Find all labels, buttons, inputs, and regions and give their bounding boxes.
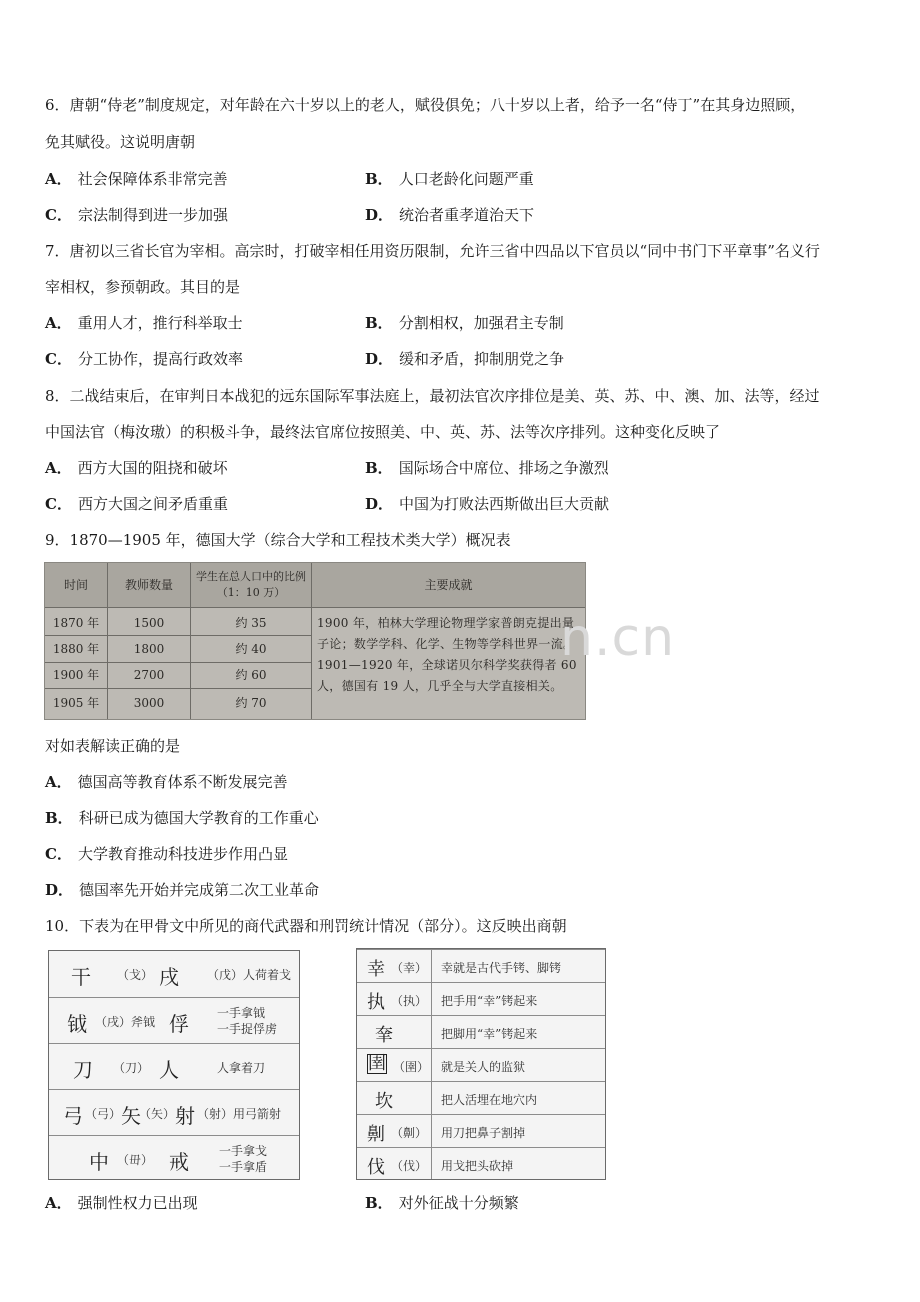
- oracle-glyph-shi: 矢: [121, 1104, 141, 1128]
- punishment-desc: 幸就是古代手铐、脚铐: [441, 961, 562, 975]
- weapon-desc: 人拿着刀: [217, 1061, 266, 1075]
- punishment-row: [357, 1081, 605, 1115]
- punishment-desc: 用戈把头砍掉: [441, 1159, 514, 1173]
- oracle-glyph-yue: 钺: [67, 1012, 87, 1036]
- punishment-row: [357, 982, 605, 1016]
- q8-option-d[interactable]: D． 中国为打败法西斯做出巨大贡献: [365, 495, 610, 513]
- punishment-desc: 把脚用“幸”铐起来: [441, 1027, 538, 1041]
- q9-cell-teachers-3: 2700: [133, 668, 165, 682]
- weapon-row: [49, 1043, 299, 1090]
- q9-prompt: 对如表解读正确的是: [45, 737, 181, 755]
- q9-cell-time-3: 1900 年: [52, 668, 100, 682]
- punishment-row: [357, 1147, 605, 1181]
- oracle-glyph-yu: 圉: [368, 1053, 386, 1074]
- q7-option-b[interactable]: B． 分割相权，加强君主专制: [365, 314, 564, 332]
- q9-table-photo: [44, 562, 586, 720]
- q9-cell-teachers-2: 1800: [133, 642, 165, 656]
- oracle-glyph-dao: 刀: [73, 1058, 93, 1082]
- q10-weapons-table: [48, 950, 300, 1180]
- punishment-desc: 把人活埋在地穴内: [441, 1093, 538, 1107]
- q6-stem-line2: 免其赋役。这说明唐朝: [45, 133, 196, 151]
- q6-option-d[interactable]: D． 统治者重孝道治天下: [365, 206, 535, 224]
- oracle-glyph-fu: 俘: [169, 1012, 189, 1036]
- q9-option-a[interactable]: A． 德国高等教育体系不断发展完善: [45, 773, 288, 791]
- weapon-name: （弓）: [85, 1107, 122, 1121]
- q9-option-d[interactable]: D． 德国率先开始并完成第二次工业革命: [45, 881, 320, 899]
- punishment-name: （执）: [391, 994, 428, 1008]
- punishment-row: [357, 1015, 605, 1049]
- oracle-glyph-she: 射: [175, 1104, 195, 1128]
- q7-stem-line1: 7．唐初以三省长官为宰相。高宗时，打破宰相任用资历限制，允许三省中四品以下官员以“同中书门下平章事”名义行: [45, 242, 820, 260]
- q8-stem-line1: 8．二战结束后，在审判日本战犯的远东国际军事法庭上，最初法官次序排位是美、英、苏、中、澳、加、法等，经过: [45, 387, 820, 405]
- q6-option-a[interactable]: A． 社会保障体系非常完善: [45, 170, 228, 188]
- weapon-name: （戈）: [117, 968, 154, 982]
- oracle-glyph-fa: 伐: [367, 1157, 385, 1178]
- oracle-glyph-guan: 中: [89, 1150, 109, 1174]
- oracle-glyph-kan: 坎: [375, 1091, 393, 1112]
- q6-option-b[interactable]: B． 人口老龄化问题严重: [365, 170, 534, 188]
- weapon-name: （毌）: [117, 1153, 154, 1167]
- weapon-name: （戌）斧钺: [95, 1015, 156, 1029]
- oracle-glyph-shu: 戌: [159, 965, 179, 989]
- q9-header-achievement: 主要成就: [312, 563, 585, 607]
- punishment-row: [357, 949, 605, 983]
- q8-option-a[interactable]: A． 西方大国的阻挠和破坏: [45, 459, 228, 477]
- watermark: n.cn: [560, 608, 676, 668]
- punishment-desc: 用刀把鼻子割掉: [441, 1126, 526, 1140]
- q9-cell-teachers-1: 1500: [133, 616, 165, 630]
- oracle-glyph-zhi: 执: [367, 992, 385, 1013]
- oracle-glyph-yi: 劓: [367, 1124, 385, 1145]
- q9-option-b[interactable]: B． 科研已成为德国大学教育的工作重心: [45, 809, 319, 827]
- weapon-desc: （戊）人荷着戈: [207, 968, 292, 982]
- q9-cell-ratio-3: 约 60: [235, 668, 267, 682]
- oracle-glyph-da: 羍: [375, 1025, 393, 1046]
- q6-stem-line1: 6．唐朝“侍老”制度规定，对年龄在六十岁以上的老人，赋役俱免；八十岁以上者，给予一名“侍丁”在其身边照顾，: [45, 96, 806, 114]
- q7-option-d[interactable]: D． 缓和矛盾，抑制朋党之争: [365, 350, 565, 368]
- q9-cell-time-2: 1880 年: [52, 642, 100, 656]
- q9-stem: 9．1870—1905 年，德国大学（综合大学和工程技术类大学）概况表: [45, 531, 511, 549]
- q10-option-a[interactable]: A． 强制性权力已出现: [45, 1194, 198, 1212]
- q9-header-ratio: 学生在总人口中的比例（1：10 万）: [191, 563, 311, 607]
- weapon-desc: 一手拿戈: [219, 1144, 268, 1158]
- punishment-name: （伐）: [391, 1159, 428, 1173]
- q9-cell-ratio-1: 约 35: [235, 616, 267, 630]
- oracle-glyph-xing: 幸: [367, 959, 385, 980]
- weapon-desc: 一手拿钺: [217, 1006, 266, 1020]
- punishment-row: [357, 1114, 605, 1148]
- weapon-name: （矢）: [139, 1107, 176, 1121]
- q8-option-b[interactable]: B． 国际场合中席位、排场之争激烈: [365, 459, 609, 477]
- q10-stem: 10．下表为在甲骨文中所见的商代武器和刑罚统计情况（部分）。这反映出商朝: [45, 917, 567, 935]
- q9-option-c[interactable]: C． 大学教育推动科技进步作用凸显: [45, 845, 288, 863]
- q7-option-c[interactable]: C． 分工协作，提高行政效率: [45, 350, 243, 368]
- q7-option-a[interactable]: A． 重用人才，推行科举取士: [45, 314, 243, 332]
- punishment-row: [357, 1048, 605, 1082]
- q10-punishments-table: [356, 948, 606, 1180]
- oracle-glyph-ren: 人: [159, 1058, 179, 1082]
- punishment-name: （幸）: [391, 961, 428, 975]
- q9-cell-ratio-2: 约 40: [235, 642, 267, 656]
- q6-option-c[interactable]: C． 宗法制得到进一步加强: [45, 206, 228, 224]
- q9-cell-ratio-4: 约 70: [235, 696, 267, 710]
- q8-stem-line2: 中国法官（梅汝璈）的积极斗争，最终法官席位按照美、中、英、苏、法等次序排列。这种变化反映了: [45, 423, 721, 441]
- q7-stem-line2: 宰相权，参预朝政。其目的是: [45, 278, 241, 296]
- q9-cell-achievement: 1900 年，柏林大学理论物理学家普朗克提出量子论；数学学科、化学、生物等学科世界一流。1901—1920 年，全球诺贝尔科学奖获得者 60 人，德国有 19 人，几乎全与大学直接相关。: [317, 616, 577, 693]
- q9-cell-time-4: 1905 年: [52, 696, 100, 710]
- oracle-glyph-ge: 干: [71, 965, 91, 989]
- punishment-name: （圉）: [393, 1060, 430, 1074]
- q9-cell-teachers-4: 3000: [133, 696, 165, 710]
- weapon-row: [49, 1135, 299, 1182]
- weapon-desc: 一手拿盾: [219, 1160, 268, 1174]
- weapon-row: [49, 1089, 299, 1136]
- q9-header-teachers: 教师数量: [108, 563, 190, 607]
- weapon-row: [49, 997, 299, 1044]
- q8-option-c[interactable]: C． 西方大国之间矛盾重重: [45, 495, 228, 513]
- oracle-glyph-jie: 戒: [169, 1150, 189, 1174]
- weapon-desc: （射）用弓箭射: [197, 1107, 282, 1121]
- punishment-desc: 就是关人的监狱: [441, 1060, 526, 1074]
- q9-cell-time-1: 1870 年: [52, 616, 100, 630]
- weapon-desc: 一手捉俘虏: [217, 1022, 278, 1036]
- q10-option-b[interactable]: B． 对外征战十分频繁: [365, 1194, 519, 1212]
- oracle-glyph-gong: 弓: [63, 1104, 83, 1128]
- q9-header-time: 时间: [45, 563, 107, 607]
- punishment-desc: 把手用“幸”铐起来: [441, 994, 538, 1008]
- weapon-name: （刀）: [113, 1061, 150, 1075]
- punishment-name: （劓）: [391, 1126, 428, 1140]
- weapon-row: [49, 951, 299, 997]
